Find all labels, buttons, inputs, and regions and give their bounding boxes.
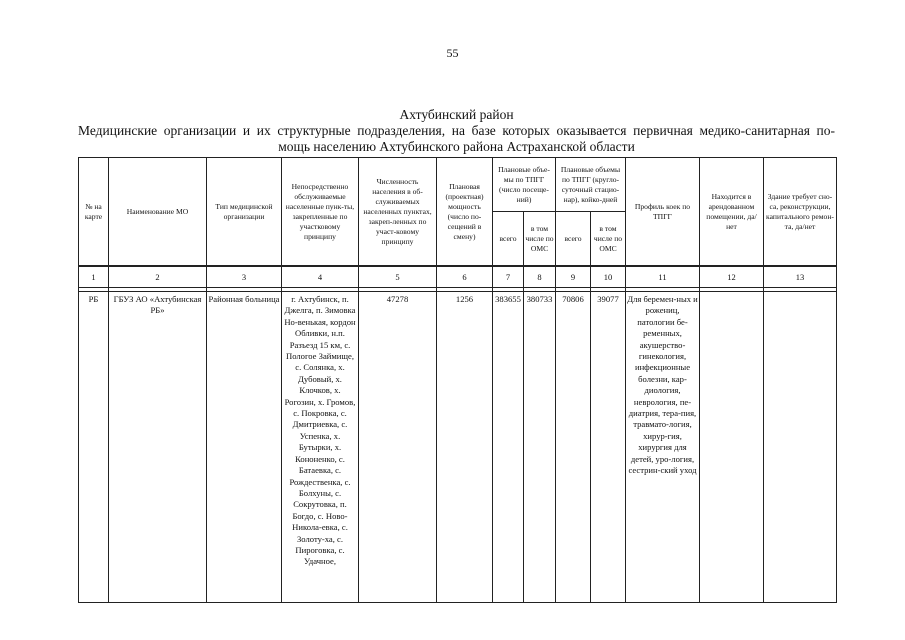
column-number: 7 [493,266,524,288]
header-org-type: Тип медицинской организации [207,158,282,267]
cell-rented [700,292,764,603]
header-beddays-group: Плановые объемы по ТПГГ (кругло-суточный стацио-нар), койко-дней [556,158,626,212]
column-number: 8 [524,266,556,288]
header-capacity: Плановая (проектная) мощность (число по-сещений в смену) [437,158,493,267]
column-number: 2 [109,266,207,288]
header-card-no: № на карте [79,158,109,267]
header-bed-profile: Профиль коек по ТПГГ [626,158,700,267]
column-number: 13 [764,266,837,288]
header-visits-oms: в том числе по ОМС [524,212,556,267]
district-title: Ахтубинский район [399,107,514,122]
cell-card-no: РБ [79,292,109,603]
column-number: 12 [700,266,764,288]
header-settlements: Непосредственно обслуживаемые населенные пунк-ты, закрепленные по участковому принципу [282,158,359,267]
document-title-line-2: мощь населению Ахтубинского района Астраханской области [278,139,635,154]
column-number: 5 [359,266,437,288]
header-needs-repair: Здание требует сно-са, реконструкции, капитального ремон-та, да/нет [764,158,837,267]
cell-population: 47278 [359,292,437,603]
cell-visits-total: 383655 [493,292,524,603]
cell-needs-repair [764,292,837,603]
header-beddays-oms: в том числе по ОМС [591,212,626,267]
header-visits-group: Плановые объе-мы по ТПГГ (число посеще-ний) [493,158,556,212]
column-number-row [79,266,837,288]
cell-mo-name: ГБУЗ АО «Ахтубинская РБ» [109,292,207,603]
cell-settlements: г. Ахтубинск, п. Джелга, п. Зимовка Но-венькая, кордон Обливки, н.п. Разъезд 15 км, с. Пологое Займище, с. Солянка, х. Дубовый, х. Клочков, х. Рогозин, х. Громов, с. Покровка, с. Дмитриевка, с. Успенка, х. Бутырки, х. Кононенко, с. Батаевка, с. Рождественка, с. Болхуны, с. Сокрутовка, п. Богдо, с. Ново-Никола-евка, с. Золоту-ха, с. Пироговка, с. Удачное, [282,292,359,603]
header-beddays-total: всего [556,212,591,267]
header-row [79,158,837,212]
column-number: 9 [556,266,591,288]
header-population: Численность населения в об-служиваемых населенных пунктах, закреп-ленных по участ-ковому принципу [359,158,437,267]
column-number: 3 [207,266,282,288]
column-number: 11 [626,266,700,288]
document-title-line-1: Медицинские организации и их структурные подразделения, на базе которых оказывается первичная медико-санитарная по- [78,123,835,138]
medical-organizations-table [78,157,837,603]
cell-org-type: Районная больница [207,292,282,603]
cell-beddays-oms: 39077 [591,292,626,603]
cell-visits-oms: 380733 [524,292,556,603]
cell-capacity: 1256 [437,292,493,603]
column-number: 1 [79,266,109,288]
column-number: 6 [437,266,493,288]
header-mo-name: Наименование МО [109,158,207,267]
cell-bed-profile: Для беремен-ных и рожениц, патологии бе-ременных, акушерство-гинекология, инфекционные болезни, кар-диология, неврология, пе-диатрия, тера-пия, травмато-логия, хирур-гия, хирургия для детей, уро-логия, сестрин-ский уход [626,292,700,603]
header-rented: Находится в арендованном помещении, да/нет [700,158,764,267]
column-number: 10 [591,266,626,288]
table-row [79,292,837,603]
column-number: 4 [282,266,359,288]
header-visits-total: всего [493,212,524,267]
page-number: 55 [446,46,459,60]
cell-beddays-total: 70806 [556,292,591,603]
